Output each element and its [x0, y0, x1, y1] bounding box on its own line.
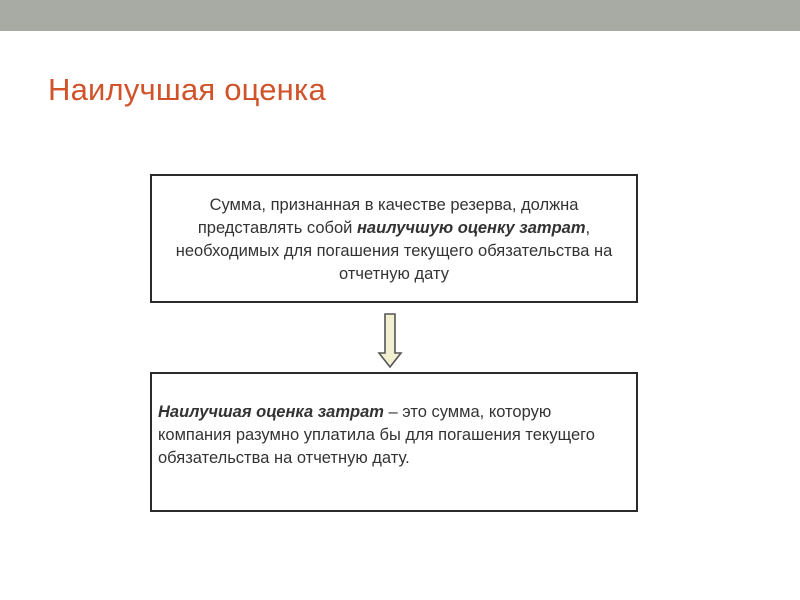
explanation-text: – это сумма, которую компания разумно уплатила бы для погашения текущего обязательства на отчетную дату. — [158, 403, 595, 467]
definition-emphasis: наилучшую оценку затрат — [356, 219, 586, 237]
definition-text-start: Сумма, признанная в качестве резерва, должна представлять собой — [197, 196, 579, 237]
top-band — [0, 0, 800, 31]
down-arrow-icon — [377, 313, 403, 369]
slide-title: Наилучшая оценка — [48, 72, 326, 107]
down-arrow-shape — [379, 314, 401, 367]
explanation-box — [150, 372, 638, 512]
definition-box — [150, 174, 638, 303]
definition-text-end: , необходимых для погашения текущего обязательства на отчетную дату — [175, 219, 613, 283]
explanation-term: Наилучшая оценка затрат — [158, 403, 384, 421]
